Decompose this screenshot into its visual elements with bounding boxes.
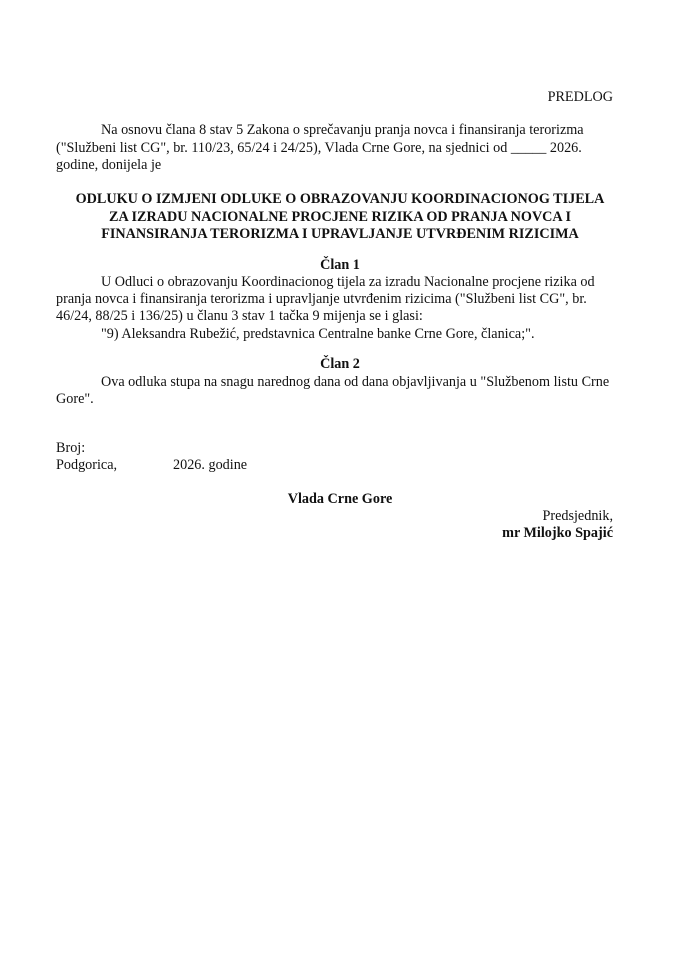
article-1-line-2: pranja novca i finansiranja terorizma i upravljanje utvrđenim rizicima ("Službeni list CG", br.	[56, 291, 587, 307]
decision-title-line-1: ODLUKU O IZMJENI ODLUKE O OBRAZOVANJU KOORDINACIONOG TIJELA	[75, 191, 605, 207]
date-label: 2026. godine	[173, 457, 248, 473]
article-1-line-1: U Odluci o obrazovanju Koordinacionog tijela za izradu Nacionalne procjene rizika od	[101, 274, 595, 290]
article-1-line-4: "9) Aleksandra Rubežić, predstavnica Centralne banke Crne Gore, članica;".	[101, 326, 535, 342]
article-2-line-2: Gore".	[56, 391, 94, 407]
decision-title-line-3: FINANSIRANJA TERORIZMA I UPRAVLJANJE UTVRĐENIM RIZICIMA	[101, 226, 579, 242]
proposal-label: PREDLOG	[547, 89, 613, 105]
preamble-line-1: Na osnovu člana 8 stav 5 Zakona o sprečavanju pranja novca i finansiranja terorizma	[101, 122, 584, 138]
signatory-name: mr Milojko Spajić	[502, 525, 613, 541]
article-2-line-1: Ova odluka stupa na snagu narednog dana od dana objavljivanja u "Službenom listu Crne	[101, 374, 610, 390]
signatory-title: Predsjednik,	[542, 508, 613, 524]
preamble-line-3: godine, donijela je	[56, 157, 162, 173]
decision-title-line-2: ZA IZRADU NACIONALNE PROCJENE RIZIKA OD PRANJA NOVCA I	[109, 209, 571, 225]
article-1-heading: Član 1	[320, 257, 360, 273]
government-name: Vlada Crne Gore	[287, 491, 393, 507]
reference-number-label: Broj:	[56, 440, 86, 456]
article-2-heading: Član 2	[320, 356, 360, 372]
article-1-line-3: 46/24, 88/25 i 136/25) u članu 3 stav 1 tačka 9 mijenja se i glasi:	[56, 308, 423, 324]
place-label: Podgorica,	[56, 457, 118, 473]
preamble-line-2: ("Službeni list CG", br. 110/23, 65/24 i 24/25), Vlada Crne Gore, na sjednici od _____ 2026.	[56, 140, 582, 156]
